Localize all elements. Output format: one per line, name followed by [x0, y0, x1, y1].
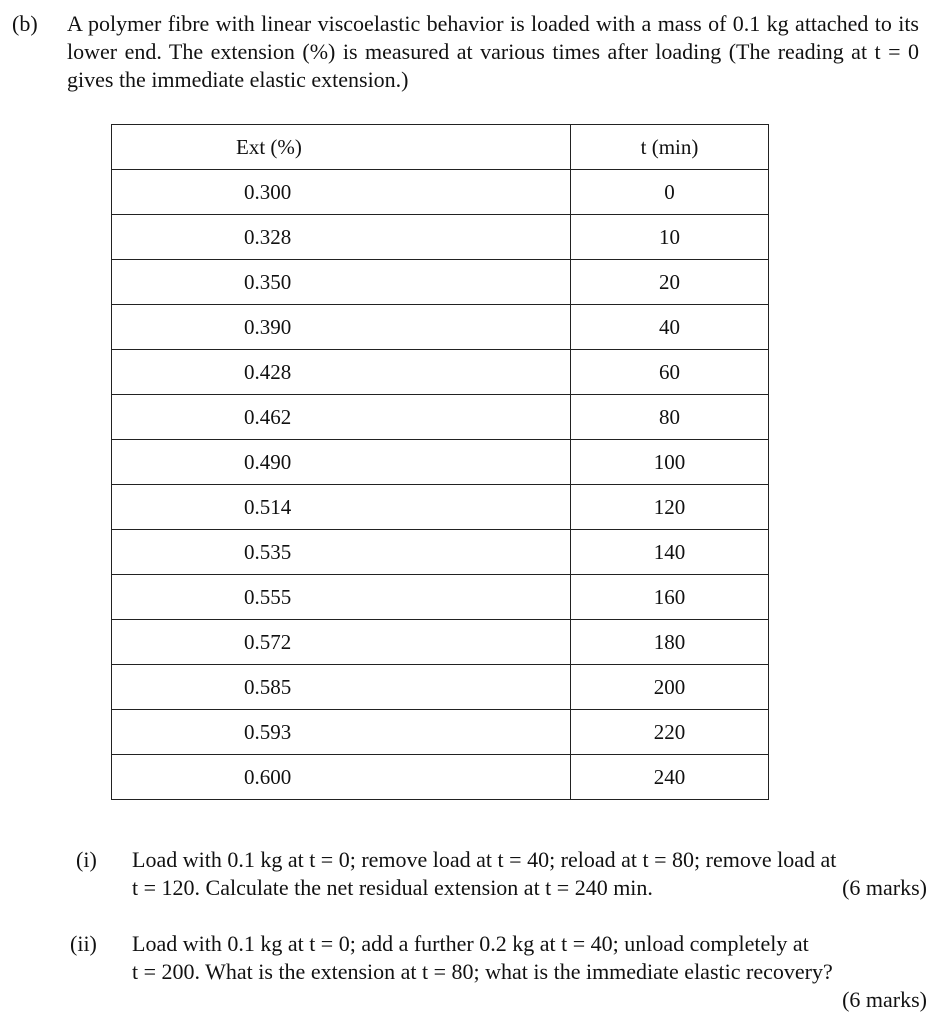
time-cell: 220	[571, 710, 769, 755]
subquestion-line: t = 120. Calculate the net residual extension at t = 240 min.	[132, 875, 653, 900]
ext-cell: 0.555	[112, 575, 571, 620]
subquestion-text	[132, 846, 927, 902]
time-cell: 60	[571, 350, 769, 395]
ext-cell: 0.328	[112, 215, 571, 260]
header-time: t (min)	[571, 125, 769, 170]
subquestion-line-with-marks	[132, 874, 927, 902]
ext-cell: 0.462	[112, 395, 571, 440]
table-row	[112, 350, 769, 395]
time-cell: 140	[571, 530, 769, 575]
subquestion-line: Load with 0.1 kg at t = 0; remove load at t = 40; reload at t = 80; remove load at	[132, 847, 837, 872]
time-cell: 80	[571, 395, 769, 440]
table-row	[112, 440, 769, 485]
ext-cell: 0.428	[112, 350, 571, 395]
time-cell: 10	[571, 215, 769, 260]
ext-cell: 0.390	[112, 305, 571, 350]
time-cell: 20	[571, 260, 769, 305]
ext-cell: 0.572	[112, 620, 571, 665]
table-row	[112, 755, 769, 800]
table-row	[112, 530, 769, 575]
time-cell: 0	[571, 170, 769, 215]
question-label: (b)	[12, 11, 38, 36]
marks-label: (6 marks)	[842, 875, 927, 900]
table-row	[112, 710, 769, 755]
ext-cell: 0.350	[112, 260, 571, 305]
time-cell: 100	[571, 440, 769, 485]
table-row	[112, 395, 769, 440]
question-intro-text: A polymer fibre with linear viscoelastic behavior is loaded with a mass of 0.1 kg attached to its lower end. The extension (%) is measured at various times after loading (The reading at t = 0 gives the immediate elastic extension.)	[67, 11, 919, 92]
ext-cell: 0.300	[112, 170, 571, 215]
subquestion-text	[132, 930, 927, 1014]
time-cell: 120	[571, 485, 769, 530]
subquestion-i	[76, 846, 928, 906]
ext-cell: 0.535	[112, 530, 571, 575]
table-row	[112, 170, 769, 215]
time-cell: 240	[571, 755, 769, 800]
ext-cell: 0.514	[112, 485, 571, 530]
ext-cell: 0.593	[112, 710, 571, 755]
subquestion-number: (ii)	[70, 931, 97, 956]
ext-cell: 0.585	[112, 665, 571, 710]
ext-cell: 0.490	[112, 440, 571, 485]
table-row	[112, 215, 769, 260]
time-cell: 160	[571, 575, 769, 620]
table-row	[112, 260, 769, 305]
subquestion-ii	[70, 930, 928, 1020]
subquestion-number: (i)	[76, 847, 97, 872]
ext-cell: 0.600	[112, 755, 571, 800]
table-row	[112, 305, 769, 350]
subquestion-line: Load with 0.1 kg at t = 0; add a further 0.2 kg at t = 40; unload completely at	[132, 931, 809, 956]
table-body	[112, 170, 769, 800]
time-cell: 40	[571, 305, 769, 350]
time-cell: 200	[571, 665, 769, 710]
extension-time-table	[111, 124, 769, 800]
subquestion-line: t = 200. What is the extension at t = 80; what is the immediate elastic recovery?	[132, 959, 833, 984]
marks-row	[132, 986, 927, 1014]
header-ext: Ext (%)	[112, 125, 571, 170]
time-cell: 180	[571, 620, 769, 665]
table-row	[112, 485, 769, 530]
table-row	[112, 620, 769, 665]
table-header-row	[112, 125, 769, 170]
marks-label: (6 marks)	[842, 987, 927, 1012]
table-row	[112, 575, 769, 620]
table-row	[112, 665, 769, 710]
